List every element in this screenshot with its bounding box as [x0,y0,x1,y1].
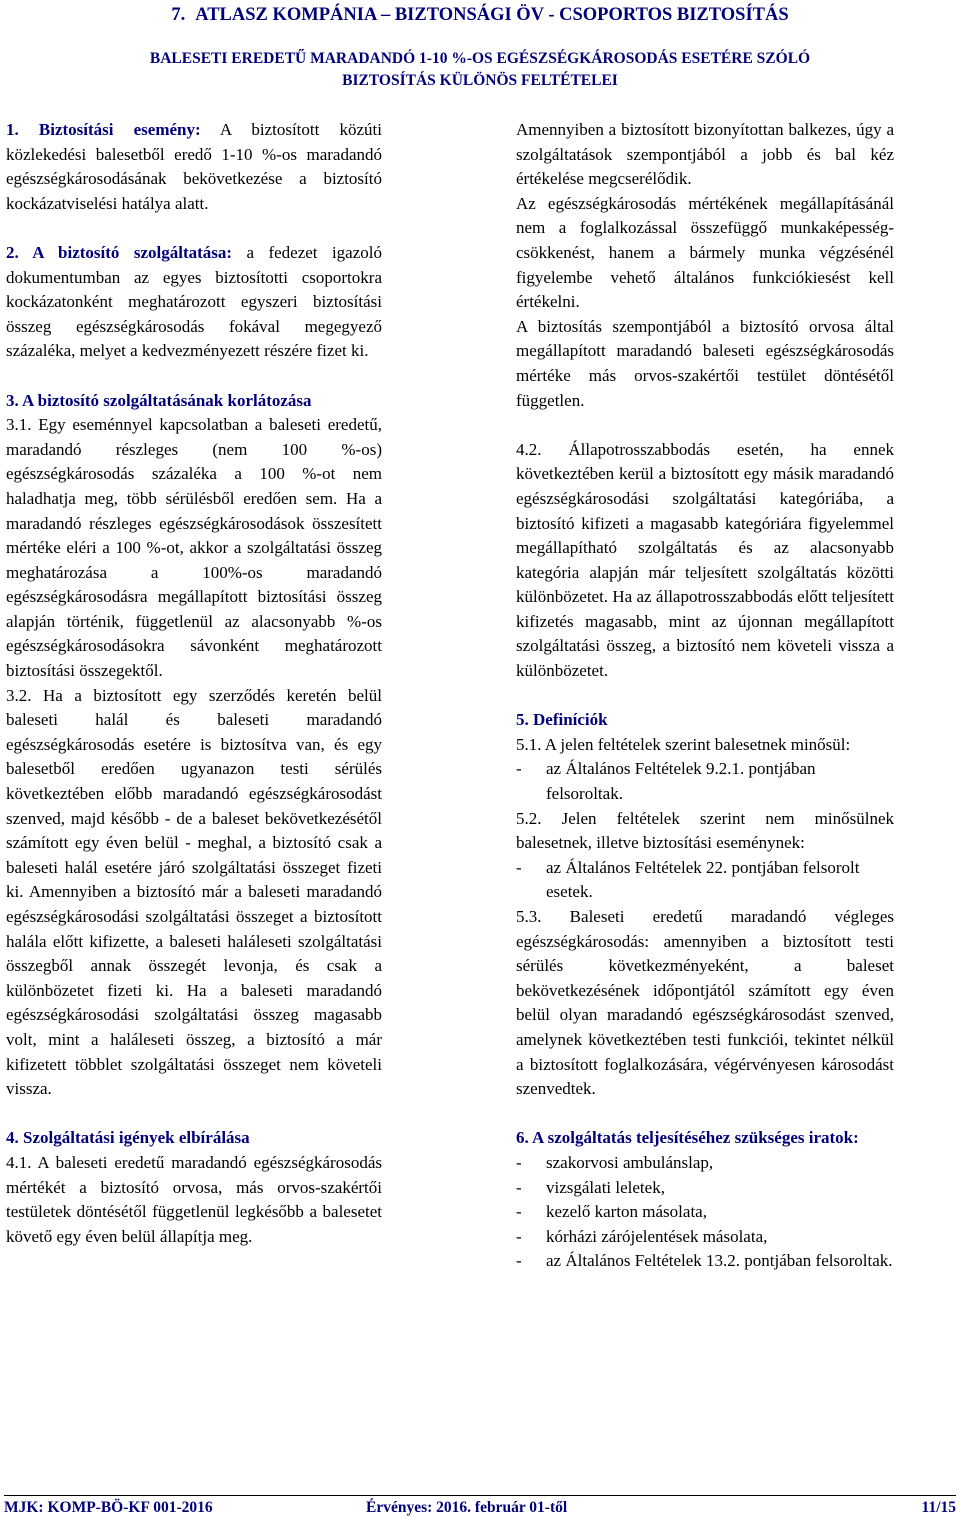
section-4-2: 4.2. Állapotrosszabbodás esetén, ha ennek következtében kerül a biztosított egy másik maradandó egészségkárosodási szolgáltatási kategóriába, a biztosító kifizeti a magasabb kategóriára figyelemmel megállapítható szolgáltatás és az alacsonyabb kategória alapján már teljesített szolgáltatás közötti különbözetet. Ha az állapotrosszabbodás előtt teljesített kifizetés magasabb, mint az újonnan megállapított szolgáltatási összeg, a biztosító nem követeli vissza a különbözetet. [516,439,894,681]
list-item [516,1176,894,1201]
list-item [516,856,894,905]
list-item [516,1249,894,1274]
dash: - [516,1226,522,1246]
list-item-text: az Általános Feltételek 22. pontjában felsorolt esetek. [546,857,860,902]
paragraph-assessment: Az egészségkárosodás mértékének megállapításánál nem a foglalkozással összefüggő munkaképesség-csökkenést, hanem a bármely munka végzésénél figyelembe vehető általános funkciókiesést kell értékelni. [516,193,894,312]
dash: - [516,857,522,877]
section-2-text: a fedezet igazoló dokumentumban az egyes biztosítotti csoportokra kockázatonként meghatározott egyszeri biztosítási összeg egészségkárosodás fokával megegyező százaléka, melyet a kedvezményezett részére fizet ki. [6,242,382,361]
dash: - [516,1202,522,1222]
list-item-text: az Általános Feltételek 13.2. pontjában felsoroltak. [546,1251,893,1271]
section-1-label: 1. Biztosítási esemény: [6,120,201,139]
title-text: ATLASZ KOMPÁNIA – BIZTONSÁGI ÖV - CSOPORTOS BIZTOSÍTÁS [195,5,789,25]
list-item-text: szakorvosi ambulánslap, [546,1152,714,1172]
document-code: MJK: KOMP-BÖ-KF 001-2016 [4,1499,213,1516]
right-column [516,118,894,1274]
section-2 [6,241,382,364]
section-1-text: A biztosított közúti közlekedési balesetből eredő 1-10 %-os maradandó egészségkárosodásának bekövetkezése a biztosító kockázatviselési hatálya alatt. [6,120,382,213]
title-number: 7. [171,5,186,25]
subtitle-line-2: BIZTOSÍTÁS KÜLÖNÖS FELTÉTELEI [342,72,618,89]
section-5-1: 5.1. A jelen feltételek szerint balesetnek minősül: [516,734,851,754]
section-3-heading: 3. A biztosító szolgáltatásának korlátozása [6,390,312,410]
list-item-text: az Általános Feltételek 9.2.1. pontjában felsoroltak. [546,759,816,804]
paragraph-doctor: A biztosítás szempontjából a biztosító orvosa által megállapított maradandó baleseti egészségkárosodás mértéke más orvos-szakértői testület döntésétől független. [516,316,894,410]
section-1 [6,118,382,216]
subtitle-line-1: BALESETI EREDETŰ MARADANDÓ 1-10 %-OS EGÉSZSÉGKÁROSODÁS ESETÉRE SZÓLÓ [149,50,811,67]
page-footer [4,1495,956,1517]
section-2-label: 2. A biztosító szolgáltatása: [6,242,233,262]
list-item-text: vizsgálati leletek, [546,1177,665,1197]
section-4-1: 4.1. A baleseti eredetű maradandó egészségkárosodás mértékét a biztosító orvosa, más orvos-szakértői testületek döntésétől függetlenül legkésőbb a balesetet követő egy éven belül állapítja meg. [6,1152,382,1246]
validity-date: Érvényes: 2016. február 01-től [366,1499,568,1516]
paragraph-left-handed: Amennyiben a biztosított bizonyítottan balkezes, úgy a szolgáltatások szempontjából a jobb és bal kéz értékelése megcserélődik. [516,120,894,189]
dash: - [516,1152,522,1172]
document-subtitle [0,48,960,92]
section-4-heading: 4. Szolgáltatási igények elbírálása [6,1128,250,1148]
section-3-1: 3.1. Egy eseménnyel kapcsolatban a baleseti eredetű, maradandó részleges (nem 100 %-os) egészségkárosodás százaléka a 100 %-ot nem haladhatja meg, több sérülésből eredően sem. Ha a maradandó részleges egészségkárosodások összesített mértéke eléri a 100 %-ot, akkor a szolgáltatási összeg meghatározása a 100%-os maradandó egészségkárosodásra megállapított biztosítási összeg alapján történik, függetlenül az alacsonyabb %-os egészségkárosodásokra sávonként meghatározott biztosítási összegektől. [6,415,382,681]
dash: - [516,1251,522,1271]
section-5-heading: 5. Definíciók [516,710,608,730]
document-title [0,4,960,26]
section-6-heading: 6. A szolgáltatás teljesítéséhez szükséges iratok: [516,1128,859,1148]
section-5-3: 5.3. Baleseti eredetű maradandó végleges egészségkárosodás: amennyiben a biztosított testi sérülés következményeként, a baleset bekövetkezésének időpontjától számított egy éven belül olyan maradandó egészségkárosodást szenved, amelynek következtében testi funkciói, tekintet nélkül a biztosított foglalkozására, végérvényesen károsodást szenvedtek. [516,907,894,1099]
section-3-2: 3.2. Ha a biztosított egy szerződés keretén belül baleseti halál és baleseti maradandó egészségkárosodás esetére is biztosítva van, és egy balesetből eredően ugyanazon testi sérülés következtében előbb maradandó egészségkárosodást szenved, majd később - de a baleset bekövetkezésétől számított egy éven belül - meghal, a biztosító csak a baleseti halál esetére járó szolgáltatási összeget fizeti ki. Amennyiben a biztosító már a baleseti maradandó egészségkárosodási szolgáltatási összeget a biztosított halála előtt kifizette, a baleseti haláleseti szolgáltatási összegből annak összegét levonja, és csak a különbözetet fizeti ki. Ha a baleseti maradandó egészségkárosodási szolgáltatási összeg magasabb volt, mint a haláleseti összeg, a biztosító a már kifizetett többlet szolgáltatási összeget nem követeli vissza. [6,685,382,1099]
list-item [516,757,894,806]
section-5-2: 5.2. Jelen feltételek szerint nem minősülnek balesetnek, illetve biztosítási eseménynek: [516,808,894,853]
page-number: 11/15 [921,1499,956,1516]
list-item-text: kezelő karton másolata, [546,1202,707,1222]
list-item [516,1225,894,1250]
dash: - [516,759,522,779]
left-column [6,118,382,1249]
list-item-text: kórházi zárójelentések másolata, [546,1226,768,1246]
list-item [516,1151,894,1176]
dash: - [516,1177,522,1197]
list-item [516,1200,894,1225]
